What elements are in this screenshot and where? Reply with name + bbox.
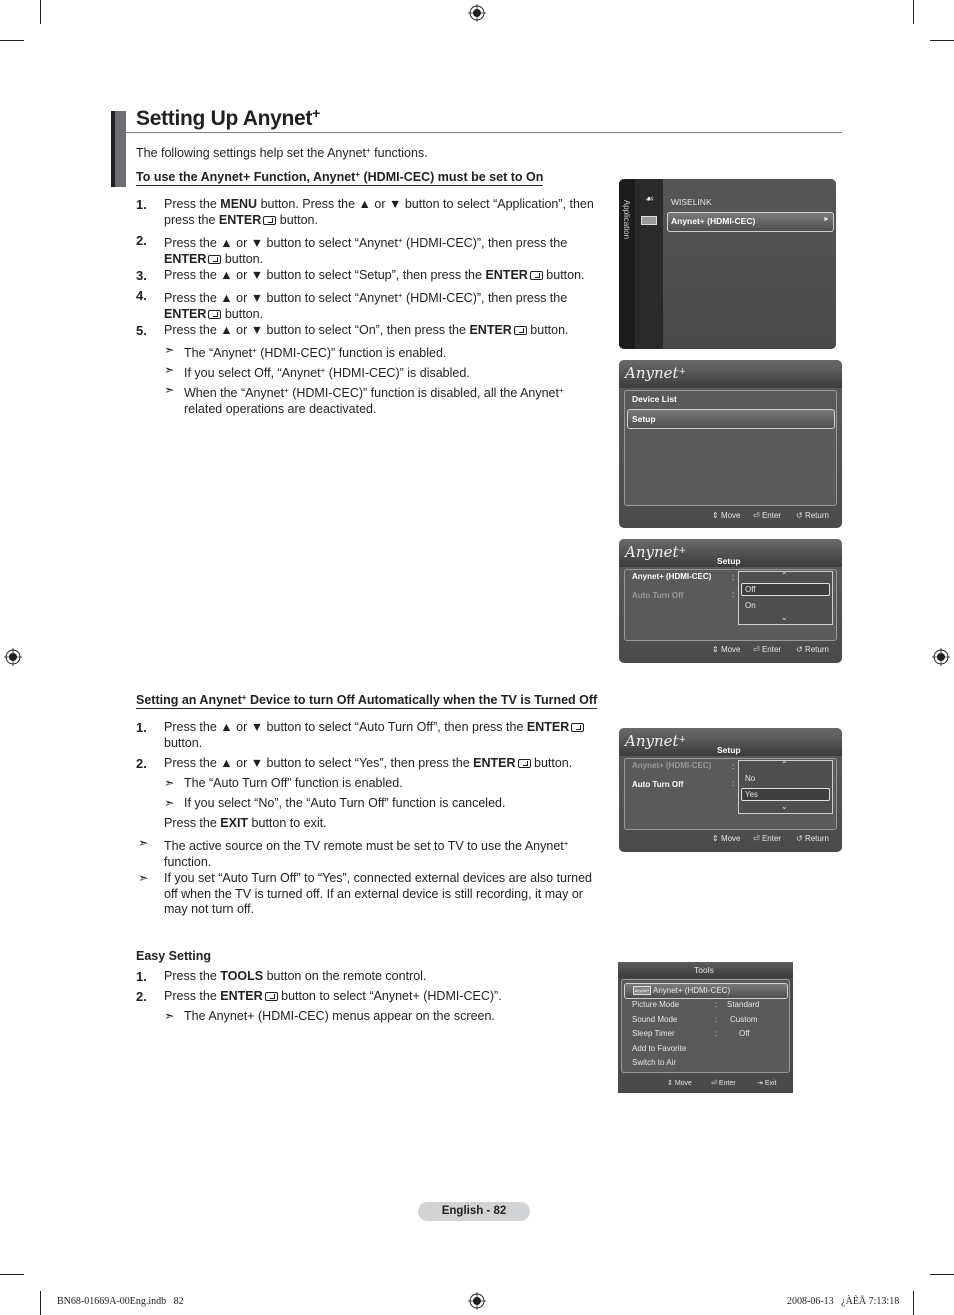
- option-no[interactable]: No: [745, 774, 756, 783]
- note-arrow-icon: ➣: [138, 836, 149, 850]
- menu-item-setup[interactable]: [627, 409, 835, 429]
- subsection-heading: Easy Setting: [136, 949, 212, 963]
- note-text: The Anynet+ (HDMI-CEC) menus appear on the screen.: [184, 1009, 495, 1023]
- registration-mark-icon: [932, 648, 950, 666]
- nav-enter: ⏎ Enter: [753, 834, 782, 843]
- separator: :: [715, 1000, 718, 1009]
- tools-item-picture-mode[interactable]: Picture Mode: [632, 1000, 680, 1009]
- nav-return: ↺ Return: [796, 511, 829, 520]
- crop-mark: [40, 0, 41, 24]
- step-number: 1.: [136, 969, 147, 984]
- setup-row-anynet[interactable]: Anynet+ (HDMI-CEC): [632, 761, 712, 770]
- colon: :: [732, 778, 735, 788]
- step-text: Press the ▲ or ▼ button to select “Anynet+ (HDMI-CEC)”, then press the ENTER button.: [164, 291, 568, 321]
- enter-icon: [263, 216, 276, 225]
- nav-move: ⇕ Move: [712, 645, 741, 654]
- separator: :: [715, 1029, 718, 1038]
- setup-row-auto-turn-off[interactable]: Auto Turn Off: [632, 591, 684, 600]
- exit-text: Press the EXIT button to exit.: [164, 816, 327, 830]
- wiselink-icon: ☙: [645, 194, 654, 205]
- crop-mark: [913, 0, 914, 24]
- menu-item-label: Setup: [632, 414, 656, 424]
- nav-enter: ⏎ Enter: [711, 1080, 736, 1087]
- step-number: 2.: [136, 756, 147, 771]
- page-footer: English - 82: [418, 1202, 530, 1221]
- chevron-up-icon[interactable]: ⌃: [781, 571, 788, 580]
- setup-row-anynet[interactable]: Anynet+ (HDMI-CEC): [632, 572, 712, 581]
- note-text: When the “Anynet+ (HDMI-CEC)” function is disabled, all the Anynet+ related operations are deactivated.: [184, 386, 564, 416]
- page-title: Setting Up Anynet+: [136, 105, 321, 130]
- colon: :: [732, 589, 735, 599]
- screen-setup-anynet: [619, 539, 842, 663]
- registration-mark-icon: [4, 648, 22, 666]
- tools-item-switch-to-air[interactable]: Switch to Air: [632, 1058, 677, 1067]
- screen-title: Setup: [717, 556, 741, 566]
- nav-enter: ⏎ Enter: [753, 511, 782, 520]
- step-number: 2.: [136, 989, 147, 1004]
- colon: :: [732, 761, 735, 771]
- tools-item-sound-mode[interactable]: Sound Mode: [632, 1015, 678, 1024]
- note-arrow-icon: ➣: [164, 1009, 175, 1023]
- nav-move: ⇕ Move: [667, 1080, 692, 1087]
- section-heading: Setting an Anynet+ Device to turn Off Automatically when the TV is Turned Off: [136, 693, 598, 707]
- nav-return: ↺ Return: [796, 834, 829, 843]
- menu-item-label: Anynet+ (HDMI-CEC): [671, 216, 756, 226]
- step-number: 5.: [136, 323, 147, 338]
- enter-icon: [571, 723, 584, 732]
- step-number: 1.: [136, 720, 147, 735]
- chevron-up-icon[interactable]: ⌃: [781, 760, 788, 769]
- screen-title: Tools: [694, 965, 714, 975]
- note-arrow-icon: ➣: [138, 871, 149, 885]
- screen-application-menu: [619, 179, 836, 349]
- slug-right: 2008-06-13 ¿ÀÈÄ 7:13:18: [787, 1296, 900, 1307]
- nav-move: ⇕ Move: [712, 834, 741, 843]
- colon: :: [732, 572, 735, 582]
- separator: :: [715, 1015, 718, 1024]
- step-text: Press the ▲ or ▼ button to select “Yes”, then press the ENTER button.: [164, 756, 573, 770]
- note-text: If you set “Auto Turn Off” to “Yes”, connected external devices are also turned off when the TV is turned off. If an external device is still recording, it may or may not turn off.: [164, 871, 593, 916]
- step-number: 2.: [136, 233, 147, 248]
- enter-icon: [208, 255, 221, 264]
- note-text: The active source on the TV remote must be set to TV to use the Anynet+ function.: [164, 839, 569, 869]
- step-number: 4.: [136, 288, 147, 303]
- step-text: Press the ▲ or ▼ button to select “Setup”, then press the ENTER button.: [164, 268, 585, 282]
- note-arrow-icon: ➣: [164, 776, 175, 790]
- anynet-logo: Anynet+: [625, 364, 687, 382]
- note-arrow-icon: ➣: [164, 796, 175, 810]
- note-arrow-icon: ➣: [164, 363, 175, 377]
- anynet-icon: [641, 216, 657, 225]
- option-label: Yes: [745, 790, 759, 799]
- section-heading: To use the Anynet+ Function, Anynet+ (HDMI-CEC) must be set to On: [136, 170, 544, 184]
- screen-tools: [618, 962, 793, 1093]
- enter-icon: [514, 326, 527, 335]
- crop-mark: [913, 1291, 914, 1315]
- nav-enter: ⏎ Enter: [753, 645, 782, 654]
- tools-item-sleep-timer[interactable]: Sleep Timer: [632, 1029, 675, 1038]
- nav-move: ⇕ Move: [712, 511, 741, 520]
- registration-mark-icon: [468, 4, 486, 22]
- tools-value: Off: [739, 1029, 750, 1038]
- note-text: If you select Off, “Anynet+ (HDMI-CEC)” is disabled.: [184, 366, 470, 380]
- arrow-right-icon: ►: [823, 216, 830, 223]
- note-text: The “Auto Turn Off” function is enabled.: [184, 776, 403, 790]
- menu-item-device-list[interactable]: Device List: [632, 394, 677, 404]
- note-text: If you select “No”, the “Auto Turn Off” function is canceled.: [184, 796, 506, 810]
- screen-setup-auto-turn-off: [619, 728, 842, 852]
- enter-icon: [265, 992, 278, 1001]
- enter-icon: [518, 759, 531, 768]
- slug-left: BN68-01669A-00Eng.indb 82: [57, 1296, 184, 1307]
- setup-row-auto-turn-off[interactable]: Auto Turn Off: [632, 780, 684, 789]
- anynet-logo: Anynet+: [625, 732, 687, 750]
- step-text: Press the TOOLS button on the remote control.: [164, 969, 427, 983]
- step-text: Press the MENU button. Press the ▲ or ▼ button to select “Application”, then press the ENTER button.: [164, 197, 594, 227]
- nav-exit: ⇥ Exit: [757, 1080, 777, 1087]
- crop-mark: [0, 1274, 24, 1275]
- screen-anynet-menu: [619, 360, 842, 528]
- menu-item-wiselink[interactable]: WISELINK: [671, 197, 712, 207]
- nav-return: ↺ Return: [796, 645, 829, 654]
- step-number: 3.: [136, 268, 147, 283]
- crop-mark: [930, 40, 954, 41]
- crop-mark: [0, 40, 24, 41]
- chevron-down-icon[interactable]: ⌄: [781, 613, 788, 622]
- step-text: Press the ▲ or ▼ button to select “Anynet+ (HDMI-CEC)”, then press the ENTER button.: [164, 236, 568, 266]
- menu-box: [624, 390, 837, 506]
- side-bar: [111, 111, 115, 187]
- note-text: The “Anynet+ (HDMI-CEC)” function is enabled.: [184, 346, 447, 360]
- chevron-down-icon[interactable]: ⌄: [781, 802, 788, 811]
- step-text: Press the ▲ or ▼ button to select “On”, then press the ENTER button.: [164, 323, 569, 337]
- crop-mark: [40, 1291, 41, 1315]
- side-label: Application: [622, 199, 632, 240]
- tools-item-add-to-favorite[interactable]: Add to Favorite: [632, 1044, 687, 1053]
- tools-value: Custom: [730, 1015, 758, 1024]
- step-text: Press the ▲ or ▼ button to select “Auto Turn Off”, then press the ENTER button.: [164, 720, 614, 751]
- step-number: 1.: [136, 197, 147, 212]
- crop-mark: [930, 1274, 954, 1275]
- note-arrow-icon: ➣: [164, 383, 175, 397]
- step-text: Press the ENTER button to select “Anynet+ (HDMI-CEC)”.: [164, 989, 502, 1003]
- option-on[interactable]: On: [745, 601, 756, 610]
- registration-mark-icon: [468, 1292, 486, 1310]
- option-label: Off: [745, 585, 756, 594]
- tools-item-label: Anynet+ (HDMI-CEC): [653, 986, 731, 995]
- screen-title: Setup: [717, 745, 741, 755]
- anynet-badge-icon: Anynet+: [634, 988, 650, 993]
- intro-text: The following settings help set the Anynet+ functions.: [136, 146, 428, 160]
- enter-icon: [208, 310, 221, 319]
- enter-icon: [530, 271, 543, 280]
- tools-value: Standard: [727, 1000, 760, 1009]
- anynet-logo: Anynet+: [625, 543, 687, 561]
- note-arrow-icon: ➣: [164, 343, 175, 357]
- title-rule: [126, 132, 842, 133]
